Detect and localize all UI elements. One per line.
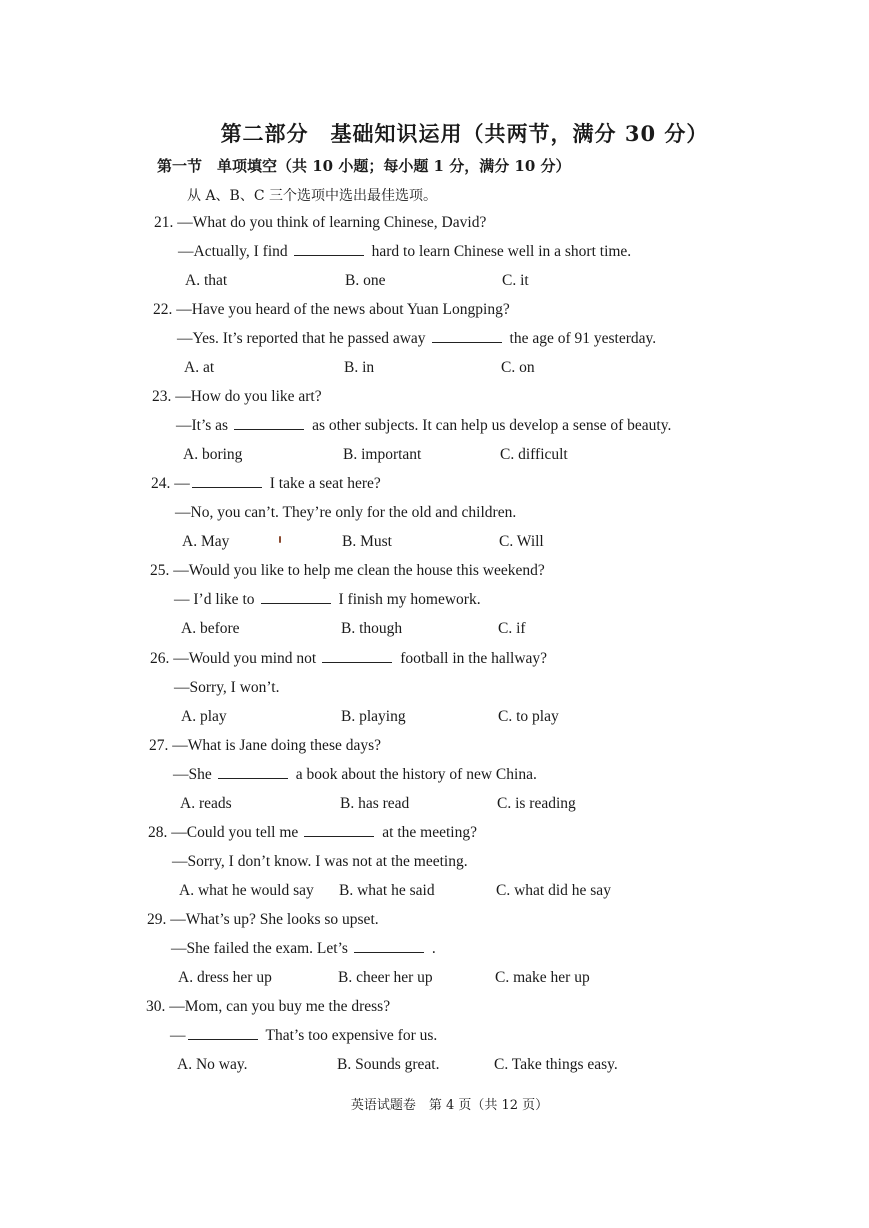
question-line [154,214,486,232]
question-line [146,998,390,1016]
question-line [153,301,510,319]
question-number: 30. [146,998,166,1015]
question-number: 22. [153,301,173,318]
page-footer: 英语试题卷 第 4 页（共 12 页） [350,1098,549,1113]
answer-text: —She [173,766,212,783]
answer-text: —She failed the exam. Let’s [171,940,348,957]
option-c[interactable]: C. Take things easy. [494,1056,618,1073]
question-number: 24. [151,475,171,492]
option-a[interactable]: A. that [185,272,228,289]
answer-blank[interactable] [294,243,364,256]
answer-line [176,417,671,435]
option-b[interactable]: B. in [344,359,375,376]
question-line [147,911,379,929]
question-number: 26. [150,650,170,667]
question-line [150,562,545,580]
answer-line [174,679,279,697]
scan-speck [279,536,281,543]
option-b[interactable]: B. one [345,272,386,289]
option-a[interactable]: A. before [181,620,240,637]
answer-line [177,330,656,348]
question-text-after: at the meeting? [382,824,477,841]
question-number: 28. [148,824,168,841]
question-text: —What do you think of learning Chinese, David? [177,214,487,231]
answer-text-after: the age of 91 yesterday. [509,330,657,347]
answer-blank[interactable] [188,1027,258,1040]
option-a[interactable]: A. boring [183,446,243,463]
option-b[interactable]: B. though [341,620,403,637]
answer-text: —Sorry, I won’t. [174,679,280,696]
answer-blank[interactable] [432,330,502,343]
answer-text: —Sorry, I don’t know. I was not at the meeting. [172,853,468,870]
option-c[interactable]: C. if [498,620,526,637]
option-c[interactable]: C. on [501,359,535,376]
answer-text: —No, you can’t. They’re only for the old and children. [175,504,517,521]
option-b[interactable]: B. has read [340,795,410,812]
answer-blank[interactable] [304,824,374,837]
option-c[interactable]: C. is reading [497,795,576,812]
question-text: —What’s up? She looks so upset. [170,911,379,928]
answer-blank[interactable] [192,475,262,488]
option-c[interactable]: C. it [502,272,529,289]
question-line [150,650,547,668]
question-text-after: I take a seat here? [269,475,381,492]
option-b[interactable]: B. cheer her up [338,969,433,986]
option-a[interactable]: A. at [184,359,215,376]
question-text: —Mom, can you buy me the dress? [169,998,391,1015]
answer-line [174,591,481,609]
option-a[interactable]: A. No way. [177,1056,248,1073]
question-text: — [174,475,190,492]
question-line [152,388,322,406]
question-text: —What is Jane doing these days? [172,737,382,754]
answer-text: —Actually, I find [178,243,288,260]
answer-text-after: a book about the history of new China. [295,766,537,783]
question-number: 21. [154,214,174,231]
answer-blank[interactable] [354,940,424,953]
question-text: —Would you like to help me clean the house this weekend? [173,562,545,579]
answer-line [170,1027,437,1045]
option-c[interactable]: C. make her up [495,969,590,986]
section-title: 第一节 单项填空（共 10 小题；每小题 1 分，满分 10 分） [157,157,571,175]
question-number: 25. [150,562,170,579]
part-title: 第二部分 基础知识运用（共两节，满分 30 分） [220,121,709,146]
option-a[interactable]: A. May [182,533,230,550]
question-text: —Could you tell me [171,824,299,841]
option-c[interactable]: C. Will [499,533,544,550]
option-a[interactable]: A. what he would say [179,882,314,899]
answer-text: —Yes. It’s reported that he passed away [177,330,426,347]
instruction-text: 从 A、B、C 三个选项中选出最佳选项。 [187,188,438,204]
option-a[interactable]: A. play [181,708,227,725]
answer-text: — I’d like to [174,591,255,608]
option-b[interactable]: B. playing [341,708,406,725]
answer-line [173,766,537,784]
answer-line [175,504,516,522]
answer-blank[interactable] [234,417,304,430]
answer-text: —It’s as [176,417,229,434]
answer-text-after: hard to learn Chinese well in a short time. [371,243,632,260]
option-b[interactable]: B. important [343,446,422,463]
answer-blank[interactable] [218,766,288,779]
question-line [151,475,381,493]
answer-text-after: I finish my homework. [338,591,481,608]
option-b[interactable]: B. Must [342,533,392,550]
option-c[interactable]: C. what did he say [496,882,611,899]
option-a[interactable]: A. dress her up [178,969,272,986]
question-number: 27. [149,737,169,754]
answer-text-after: That’s too expensive for us. [265,1027,438,1044]
answer-blank[interactable] [322,650,392,663]
question-line [149,737,381,755]
answer-line [171,940,436,958]
question-text: —How do you like art? [175,388,322,405]
option-b[interactable]: B. what he said [339,882,435,899]
answer-blank[interactable] [261,591,331,604]
question-text: —Would you mind not [173,650,317,667]
answer-line [178,243,631,261]
answer-text-after: as other subjects. It can help us develop a sense of beauty. [312,417,672,434]
answer-line [172,853,468,871]
question-line [148,824,477,842]
question-number: 23. [152,388,172,405]
question-number: 29. [147,911,167,928]
option-c[interactable]: C. difficult [500,446,568,463]
answer-text: — [170,1027,186,1044]
question-text: —Have you heard of the news about Yuan Longping? [176,301,510,318]
question-text-after: football in the hallway? [400,650,548,667]
option-a[interactable]: A. reads [180,795,232,812]
option-c[interactable]: C. to play [498,708,559,725]
answer-text-after: . [431,940,436,957]
option-b[interactable]: B. Sounds great. [337,1056,440,1073]
